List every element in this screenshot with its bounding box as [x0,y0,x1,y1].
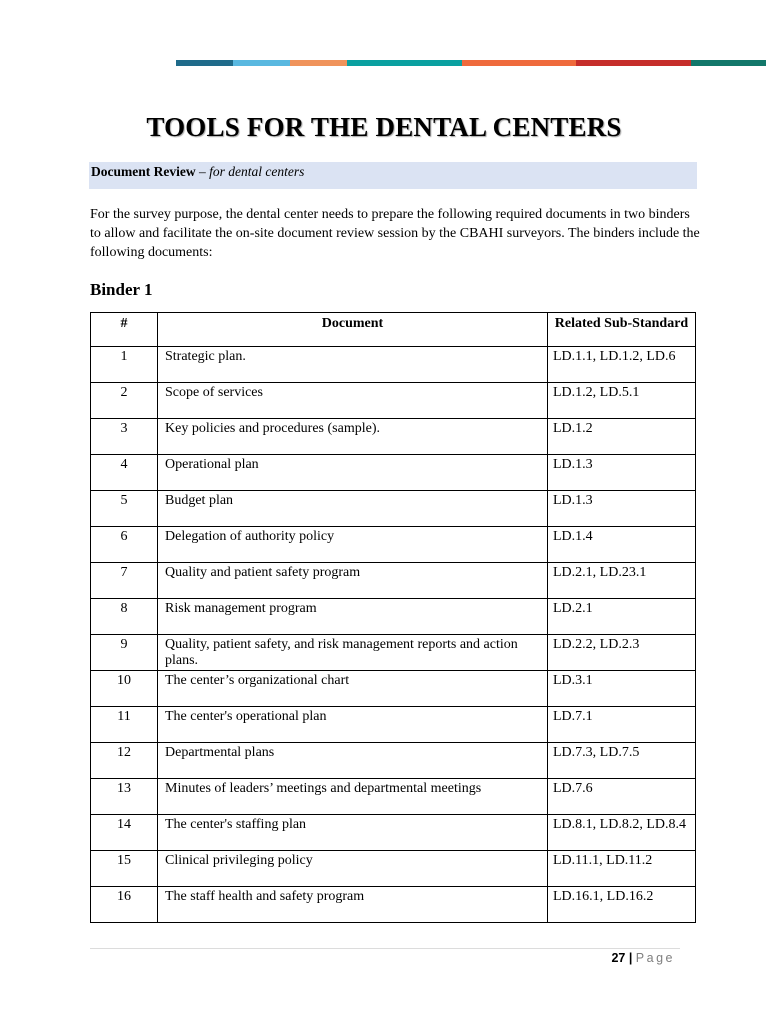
table-row [91,887,696,923]
row-document: The center’s organizational chart [158,671,548,707]
row-number: 15 [91,851,158,887]
row-standard: LD.11.1, LD.11.2 [548,851,696,887]
row-number: 1 [91,347,158,383]
table-row [91,527,696,563]
table-row [91,671,696,707]
row-number: 14 [91,815,158,851]
row-standard: LD.2.1, LD.23.1 [548,563,696,599]
row-standard: LD.1.2, LD.5.1 [548,383,696,419]
row-document: Departmental plans [158,743,548,779]
row-number: 2 [91,383,158,419]
row-document: Risk management program [158,599,548,635]
header-document: Document [158,313,548,347]
color-bar-segment [576,60,691,66]
table-row [91,419,696,455]
row-standard: LD.7.3, LD.7.5 [548,743,696,779]
row-standard: LD.7.1 [548,707,696,743]
page-number [611,951,675,965]
page-label: Page [635,951,675,965]
row-document: Strategic plan. [158,347,548,383]
row-document: The center's staffing plan [158,815,548,851]
row-number: 13 [91,779,158,815]
table-row [91,779,696,815]
row-standard: LD.2.2, LD.2.3 [548,635,696,671]
color-bar-segment [691,60,766,66]
row-document: Key policies and procedures (sample). [158,419,548,455]
binder-heading: Binder 1 [90,280,153,299]
row-number: 12 [91,743,158,779]
row-standard: LD.1.1, LD.1.2, LD.6 [548,347,696,383]
row-number: 10 [91,671,158,707]
table-row [91,851,696,887]
section-header [89,162,697,189]
row-standard: LD.7.6 [548,779,696,815]
table-row [91,635,696,671]
section-header-italic: for dental centers [209,164,305,179]
row-standard: LD.8.1, LD.8.2, LD.8.4 [548,815,696,851]
row-number: 5 [91,491,158,527]
row-document: Quality and patient safety program [158,563,548,599]
row-document: The staff health and safety program [158,887,548,923]
table-row [91,563,696,599]
table-row [91,491,696,527]
intro-paragraph: For the survey purpose, the dental center needs to prepare the following required documents in two binders to allow and facilitate the on-site document review session by the CBAHI surveyors. The binders include the following documents: [90,207,700,260]
row-standard: LD.1.3 [548,491,696,527]
row-standard: LD.1.3 [548,455,696,491]
row-document: Minutes of leaders’ meetings and departmental meetings [158,779,548,815]
row-document: Budget plan [158,491,548,527]
row-document: Quality, patient safety, and risk management reports and action plans. [158,635,548,671]
row-number: 6 [91,527,158,563]
row-number: 11 [91,707,158,743]
color-bar-segment [176,60,233,66]
table-row [91,815,696,851]
documents-table [90,312,696,923]
color-bar-segment [347,60,462,66]
color-bar-segment [233,60,290,66]
section-header-dash: – [195,164,210,179]
row-number: 8 [91,599,158,635]
table-row [91,743,696,779]
row-standard: LD.2.1 [548,599,696,635]
table-row [91,383,696,419]
row-standard: LD.1.4 [548,527,696,563]
row-number: 3 [91,419,158,455]
row-number: 4 [91,455,158,491]
header-related-standard: Related Sub-Standard [548,313,696,347]
table-row [91,347,696,383]
section-header-bold: Document Review [91,164,196,179]
row-document: Clinical privileging policy [158,851,548,887]
header-color-bar [176,60,766,66]
row-standard: LD.1.2 [548,419,696,455]
row-document: Delegation of authority policy [158,527,548,563]
row-document: Scope of services [158,383,548,419]
table-row [91,455,696,491]
row-standard: LD.16.1, LD.16.2 [548,887,696,923]
page-separator: | [625,951,636,965]
color-bar-segment [462,60,576,66]
table-header-row [91,313,696,347]
row-standard: LD.3.1 [548,671,696,707]
row-document: The center's operational plan [158,707,548,743]
table-row [91,599,696,635]
row-number: 7 [91,563,158,599]
color-bar-segment [290,60,347,66]
page-number-value: 27 [611,951,626,965]
header-number: # [91,313,158,347]
page-title: TOOLS FOR THE DENTAL CENTERS [146,112,622,142]
footer-divider [90,948,680,949]
row-number: 16 [91,887,158,923]
row-number: 9 [91,635,158,671]
row-document: Operational plan [158,455,548,491]
table-row [91,707,696,743]
